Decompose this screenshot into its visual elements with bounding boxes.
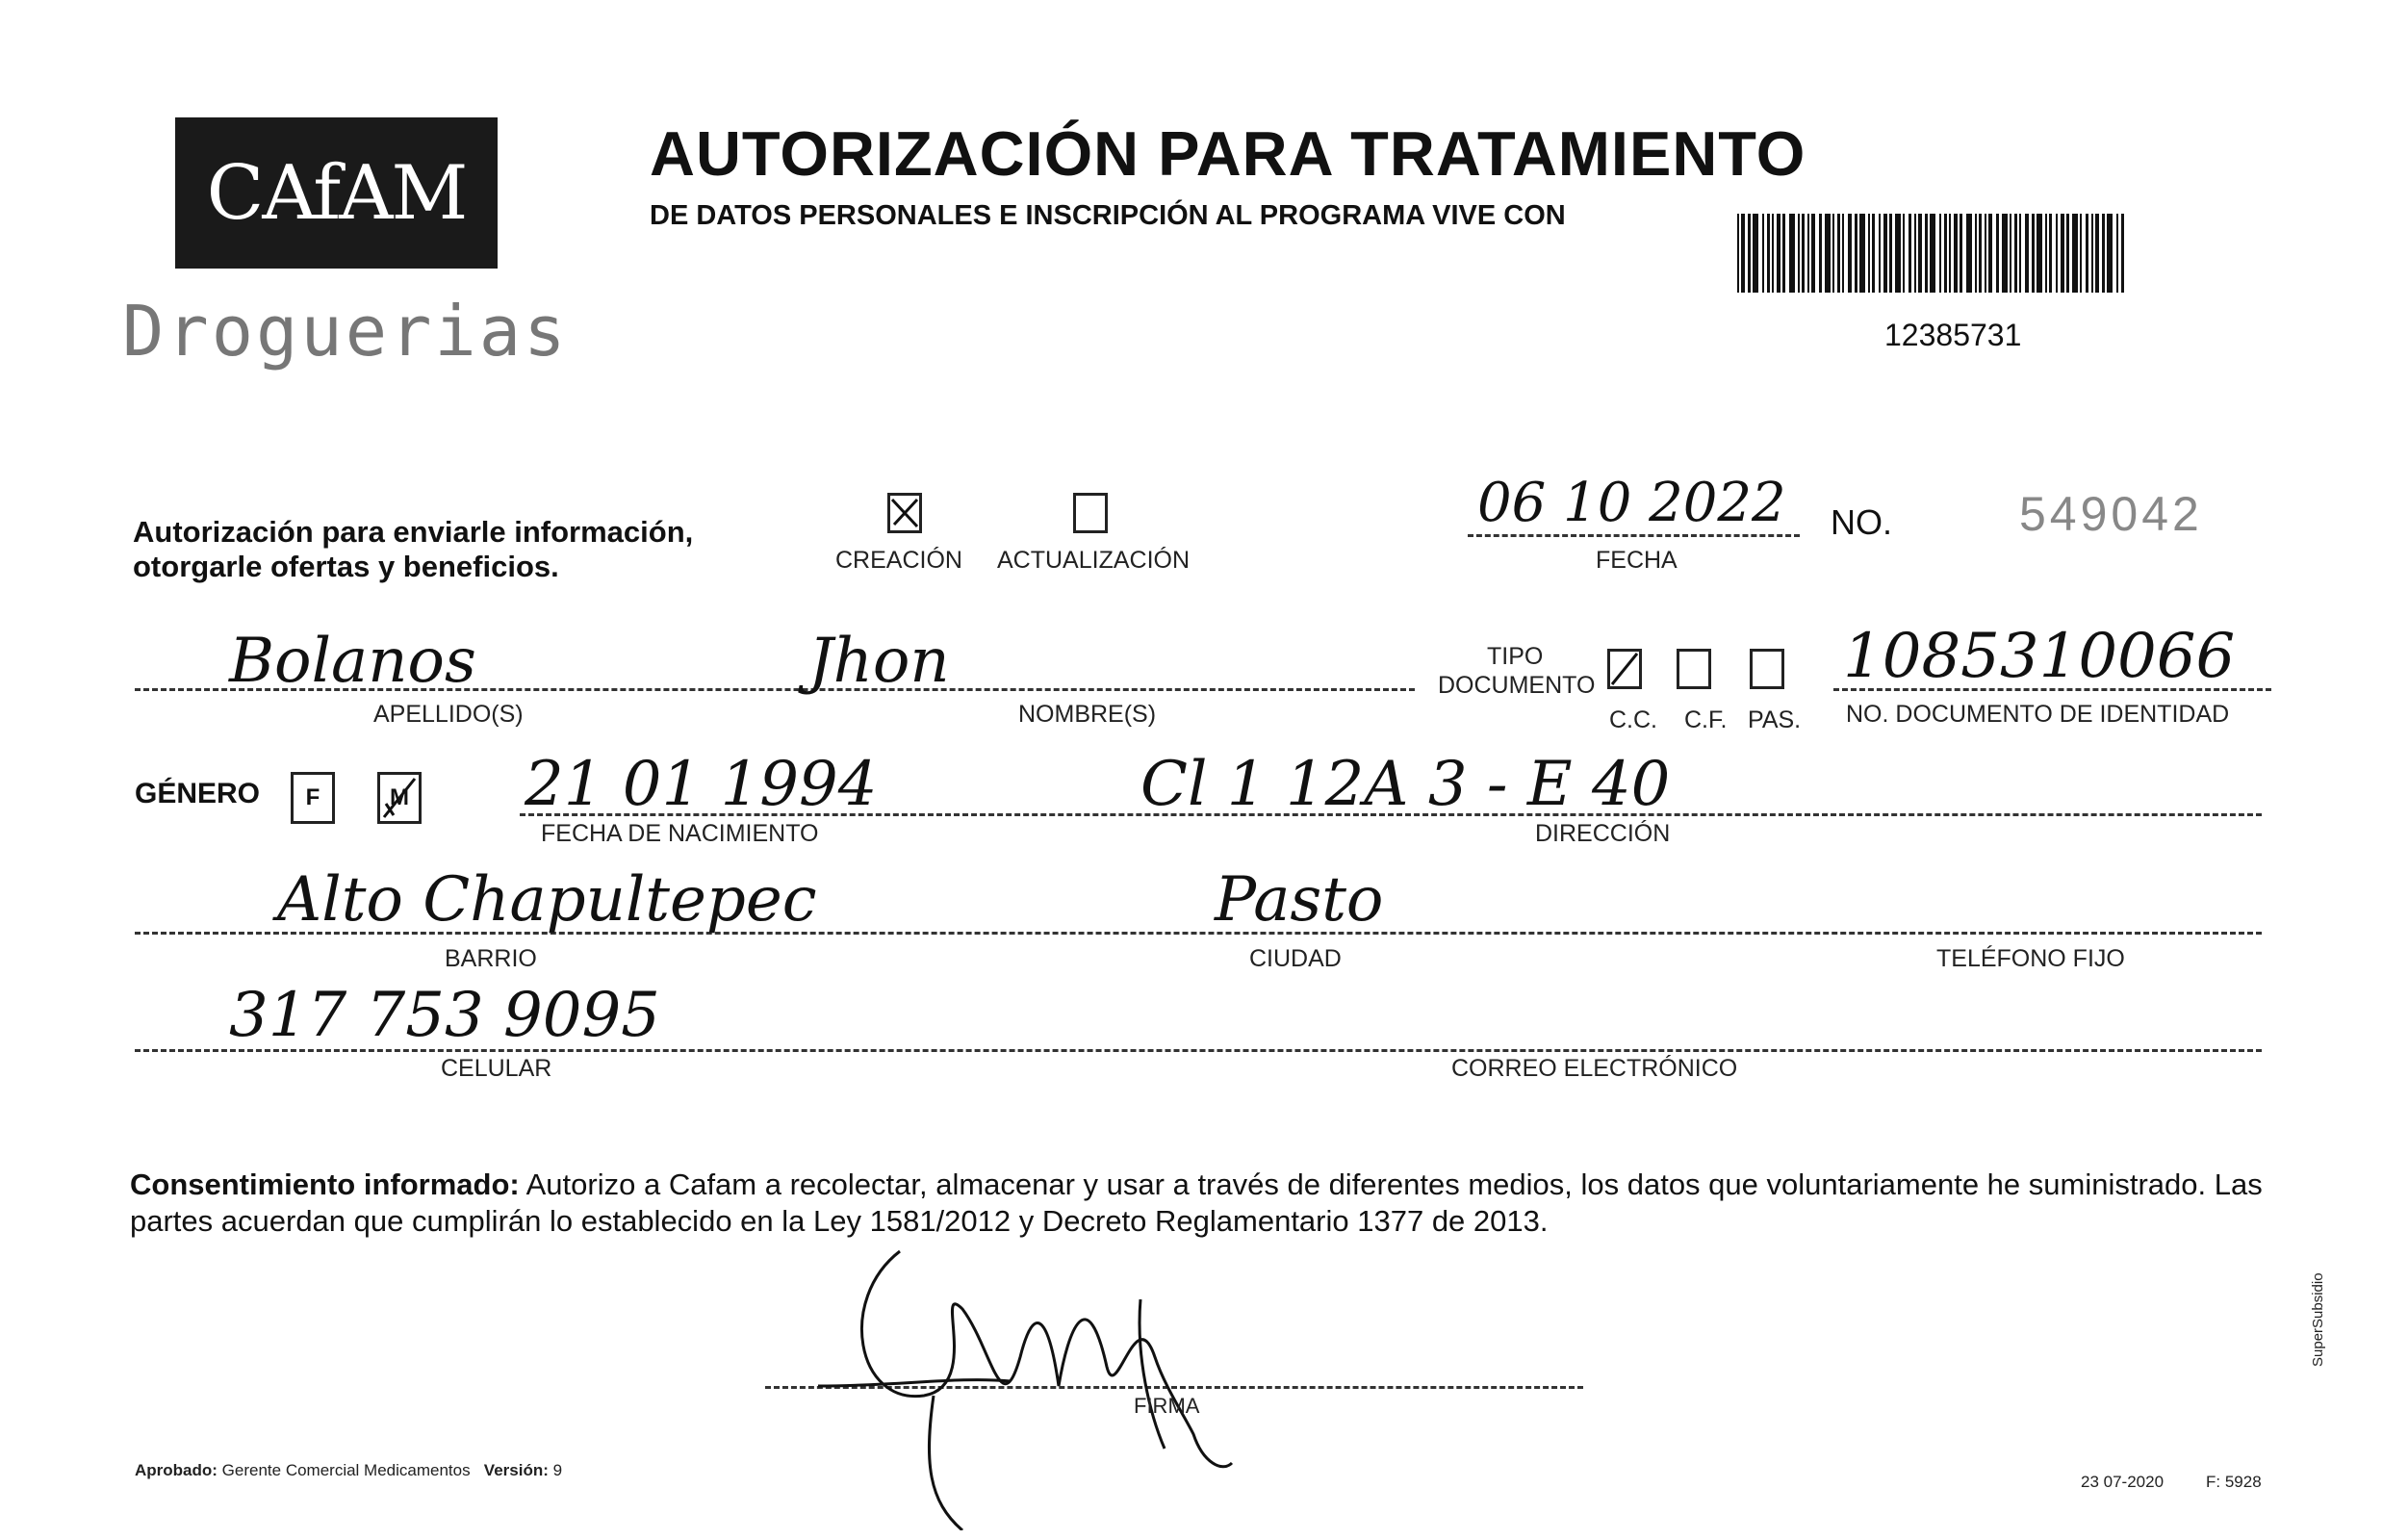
consent-paragraph [130, 1167, 2267, 1240]
barcode-bar [1949, 214, 1951, 293]
consent-heading: Consentimiento informado: [130, 1168, 520, 1201]
fecha-line [1468, 534, 1800, 537]
barcode-bar [1832, 214, 1834, 293]
pas-checkbox[interactable] [1750, 649, 1784, 689]
direccion-label: DIRECCIÓN [1535, 820, 1671, 847]
barrio-label: BARRIO [445, 945, 537, 972]
check-mark-icon [380, 775, 419, 821]
barcode-bar [2010, 214, 2011, 293]
consent-body: Autorizo a Cafam a recolectar, almacenar y usar a través de diferentes medios, los datos que voluntariamente he suministrado. Las partes acuerdan que cumplirán lo establecido en la Ley 1581/2012 y Decreto Reglamentario 1377 de 2013. [130, 1168, 2263, 1238]
barcode-bar [1819, 214, 1822, 293]
apellidos-value: Bolanos [229, 626, 476, 697]
form-number: 549042 [2019, 487, 2203, 541]
barcode-bar [2095, 214, 2099, 293]
version-value: 9 [552, 1461, 563, 1479]
version-label: Versión: [483, 1461, 549, 1479]
barcode-bar [1979, 214, 1982, 293]
creacion-checkbox[interactable] [887, 493, 922, 533]
genero-f-checkbox[interactable] [291, 772, 335, 824]
footer-approval [135, 1461, 562, 1480]
barcode-bar [2049, 214, 2052, 293]
documento-id-label: NO. DOCUMENTO DE IDENTIDAD [1846, 701, 2230, 728]
cafam-logo [175, 117, 498, 269]
barcode-bar [1966, 214, 1972, 293]
barrio-value: Alto Chapultepec [277, 864, 817, 936]
barcode-bar [1889, 214, 1892, 293]
barcode-bar [1960, 214, 1962, 293]
barcode-bar [2066, 214, 2069, 293]
barcode-bar [1767, 214, 1770, 293]
firma-label: FIRMA [1134, 1394, 1200, 1418]
barcode-bar [2061, 214, 2064, 293]
barcode-bar [2121, 214, 2124, 293]
barcode-bar [1777, 214, 1780, 293]
documento-label: DOCUMENTO [1438, 672, 1596, 699]
barcode-bar [1914, 214, 1916, 293]
nombres-value: Jhon [808, 626, 950, 697]
barcode-bar [1789, 214, 1795, 293]
fecha-value: 06 10 2022 [1477, 472, 1786, 534]
check-mark-icon [890, 496, 919, 530]
barcode-bar [1872, 214, 1875, 293]
genero-label: GÉNERO [135, 778, 261, 809]
pas-label: PAS. [1748, 706, 1802, 733]
authorization-text [133, 515, 693, 584]
footer-form-code: F: 5928 [2206, 1473, 2262, 1491]
nacimiento-value: 21 01 1994 [525, 749, 878, 820]
barcode-bar [1807, 214, 1809, 293]
no-label: NO. [1831, 502, 1893, 542]
barcode-bar [1837, 214, 1840, 293]
genero-f-label: F [305, 784, 320, 810]
barcode-bar [1939, 214, 1941, 293]
barcode-bar [1798, 214, 1800, 293]
documento-value: 1085310066 [1843, 621, 2236, 692]
barcode-bar [2080, 214, 2082, 293]
actualizacion-label: ACTUALIZACIÓN [997, 547, 1191, 574]
barcode-bar [2102, 214, 2105, 293]
form-subtitle: DE DATOS PERSONALES E INSCRIPCIÓN AL PROGRAMA VIVE CON [650, 200, 1566, 231]
barcode-bar [2107, 214, 2113, 293]
aprobado-label: Aprobado: [135, 1461, 218, 1479]
barcode-bar [1748, 214, 1751, 293]
barcode-bar [2056, 214, 2058, 293]
barcode-bar [1772, 214, 1774, 293]
barcode-bar [1985, 214, 1986, 293]
barcode-bar [2037, 214, 2042, 293]
logo-subtitle: Droguerias [122, 291, 569, 372]
apellidos-label: APELLIDO(S) [373, 701, 524, 728]
barcode-bar [1954, 214, 1958, 293]
barcode-bar [1762, 214, 1764, 293]
barcode-bar [1988, 214, 1992, 293]
barcode-bar [1895, 214, 1901, 293]
celular-value: 317 753 9095 [229, 980, 660, 1051]
barcode-bar [2025, 214, 2029, 293]
barcode-bar [2014, 214, 2017, 293]
barcode-bar [2019, 214, 2021, 293]
aprobado-value: Gerente Comercial Medicamentos [221, 1461, 471, 1479]
barcode-number: 12385731 [1884, 318, 2022, 352]
genero-m-label: M [390, 784, 409, 810]
cf-label: C.F. [1684, 706, 1728, 733]
check-mark-icon [1610, 652, 1639, 686]
barcode-bar [1996, 214, 1999, 293]
barcode-bar [1848, 214, 1852, 293]
barcode-bar [1868, 214, 1870, 293]
creacion-label: CREACIÓN [835, 547, 962, 574]
barcode-bar [1930, 214, 1935, 293]
authorization-line-2: otorgarle ofertas y beneficios. [133, 550, 559, 583]
cc-checkbox[interactable] [1607, 649, 1642, 689]
barcode-bar [1782, 214, 1785, 293]
barcode-bar [1944, 214, 1947, 293]
logo-brand: CAfAM [206, 149, 467, 237]
side-mark: SuperSubsidio [2310, 1272, 2326, 1367]
barcode-bar [2116, 214, 2118, 293]
signature-drawing [818, 1242, 1319, 1530]
barcode-bar [1737, 214, 1739, 293]
barcode-bar [1903, 214, 1905, 293]
ciudad-label: CIUDAD [1249, 945, 1342, 972]
cf-checkbox[interactable] [1677, 649, 1711, 689]
direccion-value: Cl 1 12A 3 - E 40 [1140, 749, 1671, 820]
barcode-bar [2032, 214, 2035, 293]
correo-label: CORREO ELECTRÓNICO [1451, 1055, 1738, 1082]
authorization-line-1: Autorización para enviarle información, [133, 515, 694, 549]
genero-m-checkbox[interactable] [377, 772, 422, 824]
barcode-bar [1925, 214, 1928, 293]
form-title: AUTORIZACIÓN PARA TRATAMIENTO [650, 118, 1806, 189]
barcode-bar [1879, 214, 1881, 293]
nombres-label: NOMBRE(S) [1018, 701, 1157, 728]
barcode-bar [2086, 214, 2088, 293]
actualizacion-checkbox[interactable] [1073, 493, 1108, 533]
telefono-label: TELÉFONO FIJO [1936, 945, 2125, 972]
barcode-bar [1811, 214, 1815, 293]
footer-date: 23 07-2020 [2081, 1473, 2165, 1491]
barcode-bar [1859, 214, 1865, 293]
barcode-bar [1883, 214, 1887, 293]
nacimiento-label: FECHA DE NACIMIENTO [541, 820, 819, 847]
barcode-bar [1908, 214, 1911, 293]
barcode-bar [2072, 214, 2078, 293]
celular-label: CELULAR [441, 1055, 552, 1082]
barcode-bar [1741, 214, 1745, 293]
barcode-bar [1855, 214, 1857, 293]
barcode-bar [2045, 214, 2047, 293]
fecha-label: FECHA [1596, 547, 1678, 574]
ciudad-value: Pasto [1215, 864, 1384, 936]
barcode-bar [2002, 214, 2008, 293]
barcode [1737, 214, 2127, 293]
cc-label: C.C. [1609, 706, 1657, 733]
barcode-bar [1753, 214, 1758, 293]
barcode-bar [1975, 214, 1977, 293]
barcode-bar [1802, 214, 1805, 293]
barcode-bar [1825, 214, 1831, 293]
barcode-bar [1842, 214, 1844, 293]
barcode-bar [2091, 214, 2093, 293]
barcode-bar [1918, 214, 1922, 293]
tipo-label: TIPO [1487, 643, 1544, 670]
